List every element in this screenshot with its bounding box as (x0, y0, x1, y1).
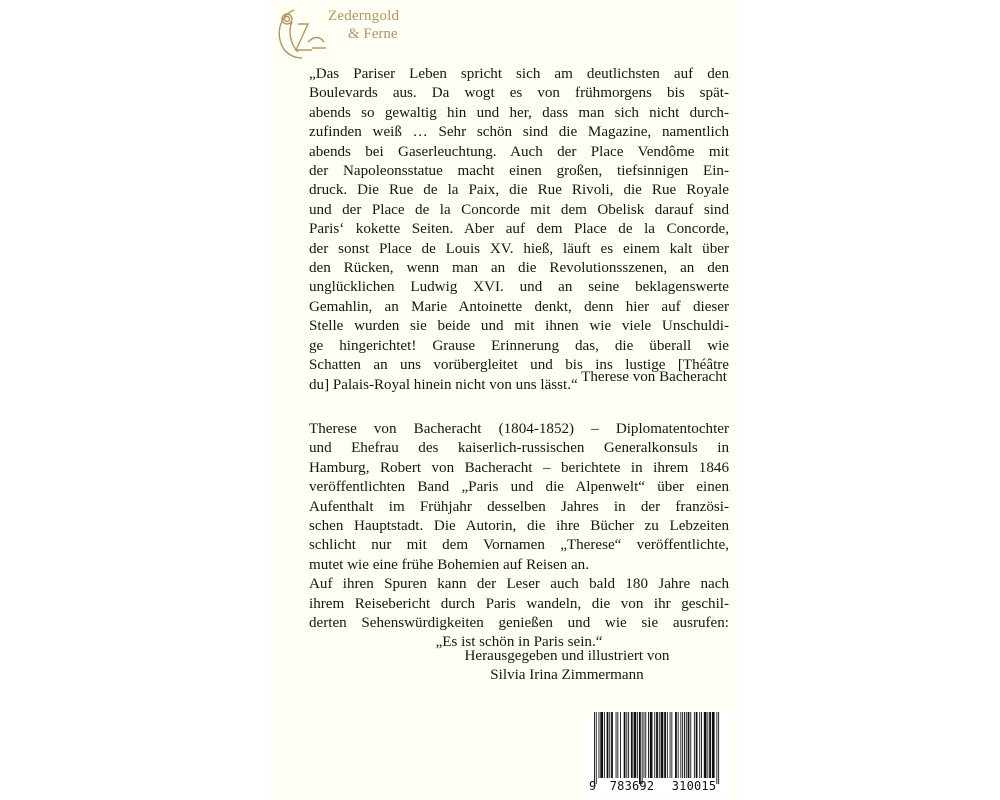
bio-line: Therese von Bacheracht (1804-1852) – Diplomatentochter (309, 421, 729, 437)
quote-line: und der Place de la Concorde mit dem Obelisk darauf sind (309, 201, 729, 218)
barcode-bar (682, 712, 683, 778)
isbn-barcode-icon (592, 712, 722, 784)
barcode-bar (599, 712, 600, 778)
barcode-bar (671, 712, 672, 778)
barcode-bar (611, 712, 613, 778)
barcode-bar (624, 712, 626, 778)
barcode-bar (650, 712, 653, 778)
barcode-bar (686, 712, 687, 778)
quote-line: abends bei Gaserleuchtung. Auch der Place Vendôme mit (309, 143, 729, 160)
quote-line: Gemahlin, an Marie Antoinette denkt, denn hier auf dieser (309, 298, 729, 315)
barcode-bar (712, 712, 715, 778)
barcode-bar (684, 712, 685, 778)
barcode-bar (699, 712, 700, 778)
quote-signature: Therese von Bacheracht (581, 369, 727, 385)
barcode-bar (701, 712, 702, 778)
barcode-bar (639, 712, 641, 784)
quote-line: druck. Die Rue de la Paix, die Rue Rivoli, die Rue Royale (309, 182, 729, 199)
barcode-bar (661, 712, 664, 778)
quote-line: abends so gewaltig hin und her, dass man sich nicht durch- (309, 104, 729, 121)
barcode-bar (648, 712, 649, 778)
logo-wordmark-line1: Zederngold (328, 8, 400, 24)
quote-line: der sonst Place de Louis XV. hieß, läuft es einem kalt über (309, 240, 729, 257)
logo-wordmark-line2: & Ferne (348, 26, 398, 42)
barcode-bar (642, 712, 643, 784)
quote-line: Stelle wurden sie beide und mit ihnen wie viele Unschuldi- (309, 318, 729, 335)
barcode-bar (616, 712, 617, 778)
quote-line: „Das Pariser Leben spricht sich am deutlichsten auf den (309, 66, 729, 82)
barcode-bar (620, 712, 621, 778)
credit-line-2: Silvia Irina Zimmermann (490, 667, 644, 684)
isbn-digits (589, 779, 727, 793)
bio-line: schen Hauptstadt. Die Autorin, die ihre Bücher zu Lebzeiten (309, 518, 729, 535)
barcode-bar (637, 712, 638, 778)
quote-line: der Napoleonsstatue macht einen großen, tiefsinnigen Ein- (309, 163, 729, 180)
barcode-bar (654, 712, 655, 778)
bio-paragraph (309, 420, 729, 653)
quote-line: ge hingerichtet! Grause Erinnerung das, die überall wie (309, 337, 729, 354)
bio-line: Aufenthalt im Frühjahr desselben Jahres in der französi- (309, 498, 729, 515)
barcode-bar (644, 712, 645, 778)
bio-line: schlicht nur mit dem Vornamen „Therese“ veröffentlichte, (309, 537, 729, 554)
barcode-bar (628, 712, 629, 778)
barcode-bar (690, 712, 691, 778)
barcode-bar (688, 712, 690, 778)
quote-line: Schatten an uns vorübergleitet und bis ins lustige [Théâtre (309, 357, 729, 374)
barcode-bar (604, 712, 605, 778)
bio-line: Auf ihren Spuren kann der Leser auch bald 180 Jahre nach (309, 576, 729, 593)
barcode-bar (704, 712, 707, 778)
barcode-bar (709, 712, 711, 778)
barcode-bar (656, 712, 658, 778)
barcode-bar (645, 712, 646, 778)
barcode-bar (600, 712, 603, 778)
bio-line: mutet wie eine frühe Bohemien auf Reisen an. (309, 556, 589, 573)
bio-line: ihrem Reisebericht durch Paris wandeln, die von ihr geschil- (309, 595, 729, 612)
barcode-bar (680, 712, 681, 778)
quote-line: Paris‘ kokette Seiten. Aber auf dem Place de la Concorde, (309, 221, 729, 238)
credit-block (309, 647, 729, 686)
barcode-bar (634, 712, 637, 778)
barcode-bar (596, 712, 597, 784)
barcode-bar (626, 712, 627, 778)
barcode-bar (609, 712, 610, 778)
credit-line-1: Herausgegeben und illustriert von (464, 648, 670, 664)
quote-line: zufinden weiß … Sehr schön sind die Magazine, namentlich (309, 124, 729, 141)
isbn-digit-group-1: 783692 (609, 779, 655, 793)
barcode-bar (594, 712, 595, 784)
quote-line: den Rücken, wenn man an die Revolutionsszenen, an den (309, 260, 729, 277)
isbn-first-digit: 9 (589, 779, 597, 793)
barcode-bar (631, 712, 633, 778)
barcode-bar (694, 712, 695, 778)
barcode-bar (659, 712, 660, 778)
isbn-digit-group-2: 310015 (671, 779, 717, 793)
bio-line: veröffentlichten Band „Paris und die Alpenwelt“ über einen (309, 479, 729, 496)
barcode-bar (678, 712, 679, 778)
barcode-bar (675, 712, 677, 778)
bio-exclamation-line: „Es ist schön in Paris sein.“ (435, 634, 603, 651)
bio-line: derten Sehenswürdigkeiten genießen und wie sie ausrufen: (309, 615, 729, 632)
quote-line: du] Palais-Royal hinein nicht von uns lässt.“ (309, 376, 578, 393)
barcode-bar (707, 712, 708, 778)
bio-line: Hamburg, Robert von Bacheracht – berichtete in ihrem 1846 (309, 459, 729, 476)
barcode-bar (664, 712, 666, 778)
quote-line: Boulevards aus. Da wogt es von frühmorgens bis spät- (309, 85, 729, 102)
barcode-bar (607, 712, 609, 778)
barcode-bar (718, 712, 719, 784)
quote-paragraph (309, 65, 729, 395)
barcode-bar (617, 712, 618, 778)
barcode-bar (696, 712, 698, 778)
barcode-bar (667, 712, 668, 778)
quote-line: unglücklichen Ludwig XVI. und an seine beklagenswerte (309, 279, 729, 296)
barcode-bar (716, 712, 717, 784)
barcode-bar (670, 712, 671, 778)
bio-line: und Ehefrau des kaiserlich-russischen Generalkonsuls in (309, 440, 729, 457)
